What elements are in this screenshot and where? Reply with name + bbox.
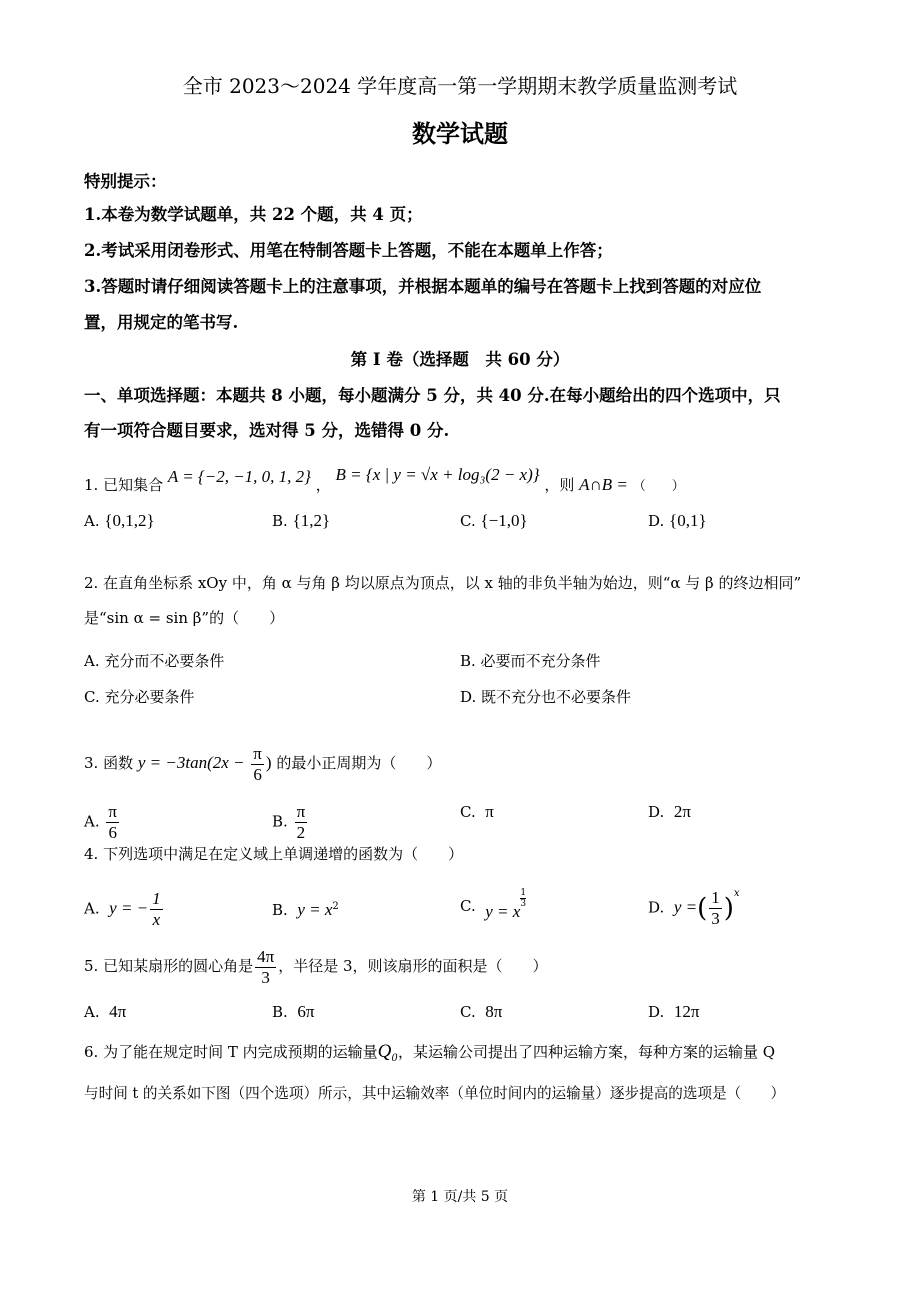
question-5: 5. 已知某扇形的圆心角是 $\frac{4\pi}{3}$ ，半径是 3，则该扇形的面积是（ ） [84, 946, 548, 987]
q1-prefix: 1. 已知集合 [84, 476, 164, 494]
fraction: $\frac{4\pi}{3}$ [257, 946, 275, 987]
q1-comma: ， [315, 476, 331, 494]
q1-suffix: ，则 [544, 476, 575, 494]
option-b: B. $\frac{\pi}{2}$ [272, 802, 306, 842]
q3-suffix: 的最小正周期为（ ） [276, 754, 442, 772]
question-6-line1: 6. 为了能在规定时间 T 内完成预期的运输量Q₀，某运输公司提出了四种运输方案，每种方案的运输量 Q [84, 1041, 776, 1062]
question-4: 4. 下列选项中满足在定义域上单调递增的函数为（ ） [84, 845, 464, 863]
option-c: C. 充分必要条件 [84, 688, 195, 706]
question-2-line1: 2. 在直角坐标系 xOy 中，角 α 与角 β 均以原点为顶点，以 x 轴的非负半轴为始边，则“α 与 β 的终边相同” [84, 574, 802, 592]
question-6-line2: 与时间 t 的关系如下图（四个选项）所示，其中运输效率（单位时间内的运输量）逐步提高的选项是（ ） [84, 1085, 786, 1102]
option-b: B. $y = x^2$ [272, 900, 339, 919]
q3-options [0, 792, 920, 842]
notice-heading: 特别提示： [84, 172, 167, 191]
option-a: A. $\frac{\pi}{6}$ [84, 802, 117, 842]
option-b: B. {1,2} [272, 511, 331, 530]
option-c: C. π [460, 802, 494, 821]
notice-item: 置，用规定的笔书写. [84, 313, 239, 332]
option-a: A. {0,1,2} [84, 511, 155, 530]
q4-options [0, 884, 920, 934]
option-c: C. {−1,0} [460, 511, 528, 530]
option-c: C. y = x $\frac{1}{3}$ [460, 888, 527, 921]
option-b: B. 6π [272, 1002, 315, 1021]
option-a: A. 充分而不必要条件 [84, 652, 225, 670]
part-instruction: 一、单项选择题：本题共 8 小题，每小题满分 5 分，共 40 分.在每小题给出的四个选项中，只 [84, 386, 781, 405]
section-title: 第 I 卷（选择题 共 60 分） [350, 350, 570, 369]
option-a: A. y = − $\frac{1}{x}$ [84, 889, 161, 929]
question-2-line2: 是“sin α = sin β”的（ ） [84, 609, 285, 627]
q3-expr: y = −3tan(2x − [137, 753, 245, 772]
q1-set-a: A = {−2, −1, 0, 1, 2} [167, 467, 311, 486]
notice-item: 1.本卷为数学试题单，共 22 个题，共 4 页； [84, 205, 423, 224]
q3-paren: ) [265, 753, 272, 772]
q1-expr: A∩B = [579, 475, 628, 494]
question-1 [84, 465, 685, 502]
exam-title: 全市 2023～2024 学年度高一第一学期期末教学质量监测考试 [182, 74, 738, 98]
q1-paren: （ ） [632, 479, 685, 494]
q1-set-b: B = {x | y = √x + log₃(2 − x)} [335, 465, 540, 484]
option-b: B. 必要而不充分条件 [460, 652, 601, 670]
option-d: D. {0,1} [648, 511, 707, 530]
subject-title: 数学试题 [412, 119, 508, 148]
option-d: D. 既不充分也不必要条件 [460, 688, 632, 706]
option-d: D. y =( $\frac{1}{3}$ )$^x$ [648, 888, 740, 928]
part-instruction: 有一项符合题目要求，选对得 5 分，选错得 0 分. [84, 421, 450, 440]
fraction: $\frac{\pi}{6}$ [253, 743, 262, 784]
page-footer: 第 1 页/共 5 页 [411, 1189, 509, 1205]
option-c: C. 8π [460, 1002, 503, 1021]
notice-item: 3.答题时请仔细阅读答题卡上的注意事项，并根据本题单的编号在答题卡上找到答题的对应位 [84, 277, 762, 296]
question-3 [84, 733, 441, 793]
option-d: D. 2π [648, 802, 691, 821]
q3-prefix: 3. 函数 [84, 754, 134, 772]
option-d: D. 12π [648, 1002, 700, 1021]
option-a: A. 4π [84, 1002, 127, 1021]
notice-item: 2.考试采用闭卷形式、用笔在特制答题卡上答题，不能在本题单上作答； [84, 241, 613, 260]
